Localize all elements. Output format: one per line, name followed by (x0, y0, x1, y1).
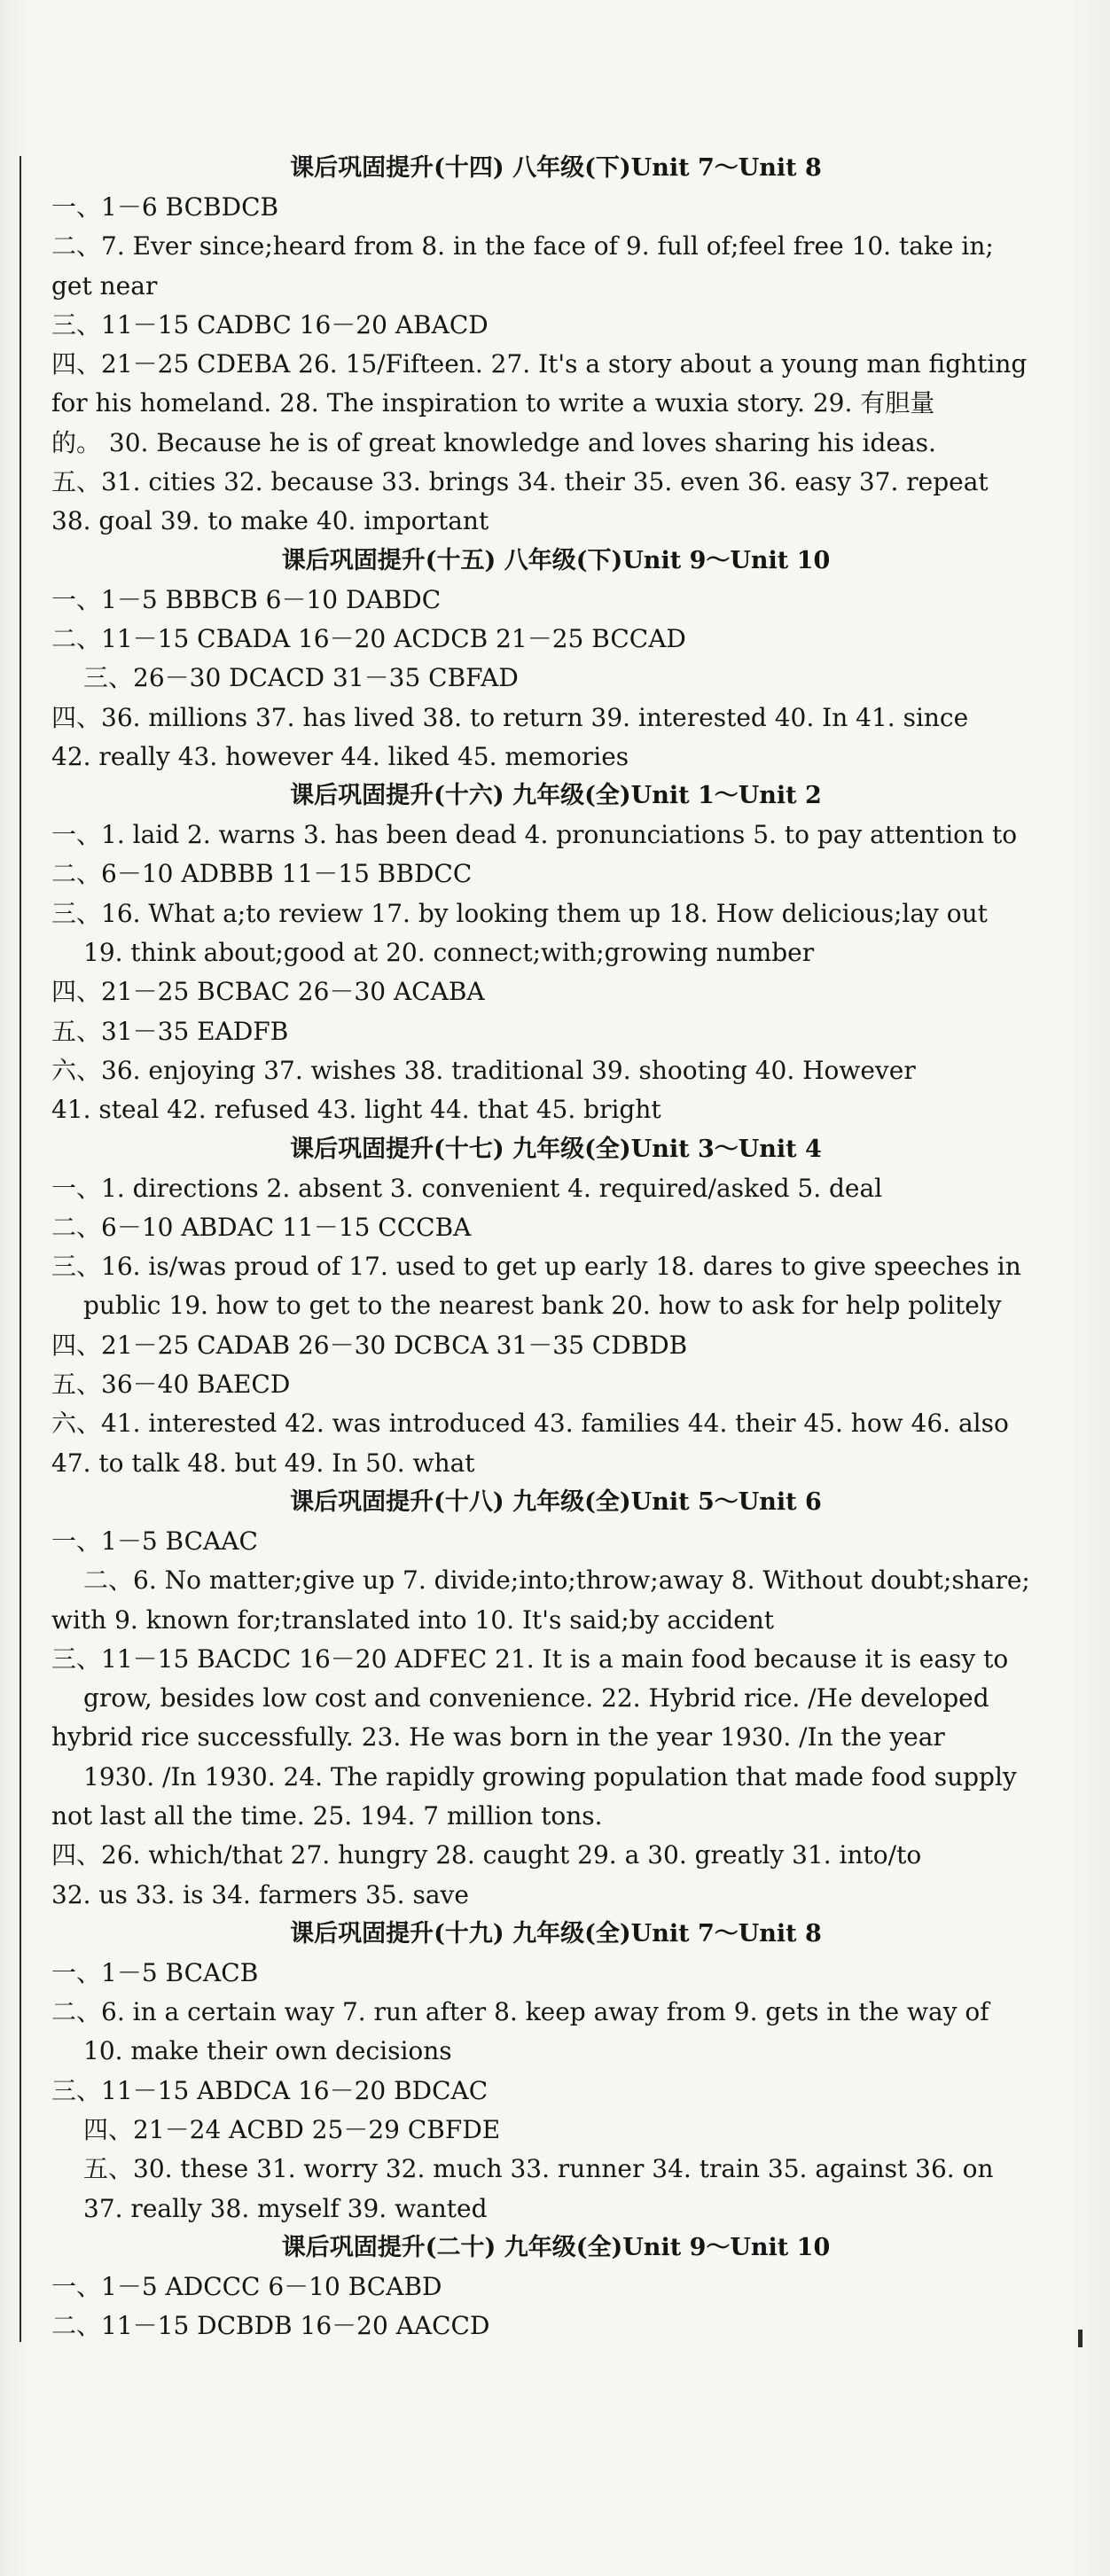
answer-line: with 9. known for;translated into 10. It's said;by accident (51, 1604, 775, 1635)
answer-line: 42. really 43. however 44. liked 45. memories (51, 741, 629, 771)
answer-section (51, 1915, 1060, 2229)
answer-line: 三、11－15 CADBC 16－20 ABACD (51, 309, 489, 340)
section-title: 课后巩固提升(二十) 九年级(全)Unit 9～Unit 10 (281, 2233, 831, 2261)
answer-line: 五、31. cities 32. because 33. brings 34. their 35. even 36. easy 37. repeat (51, 467, 989, 497)
answer-line: 一、1. directions 2. absent 3. convenient 4. required/asked 5. deal (51, 1173, 883, 1203)
answer-line: 四、21－24 ACBD 25－29 CBFDE (83, 2115, 501, 2145)
answer-line: 三、16. is/was proud of 17. used to get up early 18. dares to give speeches in (51, 1252, 1021, 1282)
answer-line: 二、11－15 CBADA 16－20 ACDCB 21－25 BCCAD (51, 623, 686, 653)
answer-line: 六、41. interested 42. was introduced 43. families 44. their 45. how 46. also (51, 1409, 1009, 1439)
answer-line: 四、26. which/that 27. hungry 28. caught 29. a 30. greatly 31. into/to (51, 1840, 922, 1870)
answer-line: not last all the time. 25. 194. 7 million tons. (51, 1800, 603, 1831)
section-title: 课后巩固提升(十七) 九年级(全)Unit 3～Unit 4 (290, 1135, 822, 1163)
answer-line: 三、26－30 DCACD 31－35 CBFAD (83, 663, 519, 693)
answer-line: 的。 30. Because he is of great knowledge and loves sharing his ideas. (51, 427, 936, 457)
answer-line: 四、21－25 CDEBA 26. 15/Fifteen. 27. It's a story about a young man fighting (51, 349, 1028, 379)
answer-line: 二、6. in a certain way 7. run after 8. keep away from 9. gets in the way of (51, 1997, 989, 2027)
answer-line: 五、36－40 BAECD (51, 1370, 291, 1400)
answer-line: 二、11－15 DCBDB 16－20 AACCD (51, 2311, 490, 2341)
answer-section (51, 2229, 1060, 2346)
answer-line: 32. us 33. is 34. farmers 35. save (51, 1879, 469, 1909)
answer-line: 一、1－5 BCACB (51, 1957, 259, 1987)
right-edge-mark (1078, 2330, 1083, 2347)
section-title: 课后巩固提升(十九) 九年级(全)Unit 7～Unit 8 (290, 1919, 822, 1948)
answer-line: 19. think about;good at 20. connect;with;growing number (83, 938, 815, 968)
answer-line: 41. steal 42. refused 43. light 44. that 45. bright (51, 1095, 661, 1125)
answer-line: 一、1－5 ADCCC 6－10 BCABD (51, 2271, 442, 2301)
answer-line: 一、1. laid 2. warns 3. has been dead 4. pronunciations 5. to pay attention to (51, 820, 1018, 850)
answer-line: 四、21－25 CADAB 26－30 DCBCA 31－35 CDBDB (51, 1330, 688, 1360)
answer-line: 五、31－35 EADFB (51, 1016, 289, 1046)
answer-line: 一、1－6 BCBDCB (51, 192, 279, 222)
answer-line: 四、36. millions 37. has lived 38. to return 39. interested 40. In 41. since (51, 702, 969, 732)
answer-line: 47. to talk 48. but 49. In 50. what (51, 1448, 475, 1478)
answer-line: 五、30. these 31. worry 32. much 33. runner 34. train 35. against 36. on (83, 2154, 994, 2184)
answer-line: 38. goal 39. to make 40. important (51, 506, 489, 536)
answer-line: 一、1－5 BCAAC (51, 1526, 258, 1556)
section-title: 课后巩固提升(十五) 八年级(下)Unit 9～Unit 10 (281, 546, 831, 574)
answer-line: 37. really 38. myself 39. wanted (83, 2193, 488, 2223)
answer-line: public 19. how to get to the nearest bank 20. how to ask for help politely (83, 1291, 1002, 1321)
answer-section (51, 542, 1060, 777)
answer-line: hybrid rice successfully. 23. He was born in the year 1930. /In the year (51, 1722, 945, 1752)
answer-line: 10. make their own decisions (83, 2036, 452, 2066)
answer-line: 二、6. No matter;give up 7. divide;into;throw;away 8. Without doubt;share; (83, 1565, 1030, 1596)
answer-line: 六、36. enjoying 37. wishes 38. traditional 39. shooting 40. However (51, 1055, 916, 1085)
answer-section (51, 1483, 1060, 1915)
answer-line: 二、6－10 ABDAC 11－15 CCCBA (51, 1212, 472, 1242)
answer-section (51, 1130, 1060, 1483)
answer-line: 三、11－15 ABDCA 16－20 BDCAC (51, 2075, 489, 2105)
answer-line: 1930. /In 1930. 24. The rapidly growing population that made food supply (83, 1761, 1017, 1791)
answer-line: grow, besides low cost and convenience. 22. Hybrid rice. /He developed (83, 1683, 989, 1713)
section-title: 课后巩固提升(十八) 九年级(全)Unit 5～Unit 6 (290, 1487, 822, 1516)
answer-line: 一、1－5 BBBCB 6－10 DABDC (51, 584, 442, 614)
answer-section (51, 777, 1060, 1129)
answer-line: 二、7. Ever since;heard from 8. in the face of 9. full of;feel free 10. take in; (51, 231, 994, 262)
section-title: 课后巩固提升(十六) 九年级(全)Unit 1～Unit 2 (290, 782, 822, 810)
answer-line: get near (51, 270, 158, 301)
section-title: 课后巩固提升(十四) 八年级(下)Unit 7～Unit 8 (290, 154, 822, 182)
answer-line: 三、16. What a;to review 17. by looking them up 18. How delicious;lay out (51, 898, 988, 928)
answer-content (51, 149, 1060, 2346)
left-margin-rule (20, 156, 21, 2342)
answer-line: for his homeland. 28. The inspiration to write a wuxia story. 29. 有胆量 (51, 388, 935, 418)
answer-line: 四、21－25 BCBAC 26－30 ACABA (51, 977, 485, 1007)
answer-line: 三、11－15 BACDC 16－20 ADFEC 21. It is a main food because it is easy to (51, 1643, 1009, 1674)
answer-section (51, 149, 1060, 542)
answer-line: 二、6－10 ADBBB 11－15 BBDCC (51, 859, 473, 889)
